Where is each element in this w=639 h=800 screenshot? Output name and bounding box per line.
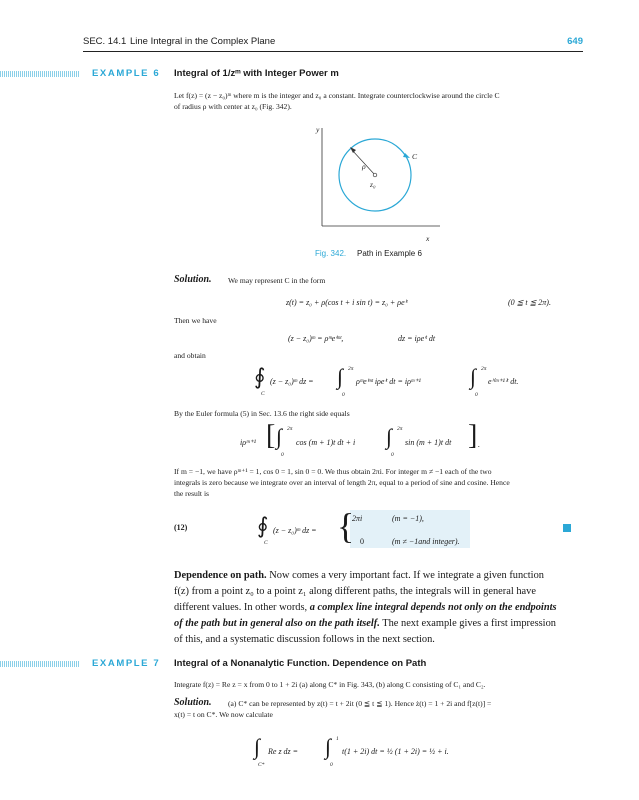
eq12-contour-sign: ∮ (257, 513, 269, 538)
eq-power: (z − z₀)ᵐ = ρᵐeⁱᵐᵗ, (288, 334, 344, 343)
euler-int2-upper: 2π (397, 426, 403, 432)
int1-lower: 0 (342, 392, 345, 398)
dependence-line4-plain: The next example gives a first impression (382, 618, 556, 629)
example6-solution-label: Solution. (174, 274, 212, 285)
final-int2-lower: 0 (330, 762, 333, 768)
right-bracket: ] (468, 420, 478, 451)
page-number: 649 (567, 36, 583, 47)
eq-integral-rhs: eⁱ⁽ᵐ⁺¹⁾ᵗ dt. (488, 377, 519, 386)
eq12-case2-value: 0 (360, 537, 364, 546)
eq-euler-part1: cos (m + 1)t dt + i (296, 438, 356, 447)
integral-sign-1: ∫ (337, 364, 344, 389)
header-section: SEC. 14.1 (83, 36, 127, 47)
euler-text: By the Euler formula (5) in Sec. 13.6 the right side equals (174, 409, 350, 418)
dependence-line3-emph: a complex line integral depends not only on the endpoints (309, 602, 557, 613)
final-eq-lhs: Re z dz = (268, 747, 299, 756)
example6-label: EXAMPLE 6 (92, 68, 161, 79)
example7-solution-label: Solution. (174, 697, 212, 708)
fig-caption-text: Path in Example 6 (357, 249, 422, 258)
eq-euler-prefix: iρᵐ⁺¹ (240, 438, 257, 447)
example6-statement-line2: of radius ρ with center at z₀ (Fig. 342). (174, 102, 292, 111)
then-we-have: Then we have (174, 316, 217, 325)
center-point (373, 173, 377, 177)
eq12-contour-sub: C (264, 540, 268, 546)
euler-int2-lower: 0 (391, 452, 394, 458)
integral-sign-2: ∫ (470, 364, 477, 389)
euler-integral-sign-2: ∫ (386, 424, 393, 449)
header-title: Line Integral in the Complex Plane (130, 36, 276, 47)
eq12-case1-cond: (m = −1), (392, 514, 424, 523)
and-obtain: and obtain (174, 351, 206, 360)
example7-solution-line2: x(t) = t on C*. We now calculate (174, 710, 273, 719)
fig-z0-label: z₀ (370, 180, 376, 189)
eq12-number: (12) (174, 523, 188, 532)
example6-solution-intro: We may represent C in the form (228, 276, 326, 285)
example7-statement: Integrate f(z) = Re z = x from 0 to 1 + 2i (a) along C* in Fig. 343, (b) along C consisting of C₁ and C₂. (174, 680, 486, 689)
example6-title: Integral of 1/zᵐ with Integer Power m (174, 68, 339, 79)
contour-integral-sign: ∮ (254, 364, 266, 389)
left-bracket: [ (266, 420, 276, 451)
int2-upper: 2π (481, 366, 487, 372)
eq12-case1-value: 2πi (352, 514, 363, 523)
fig-rho-label: ρ (362, 162, 366, 171)
dependence-line3 (174, 600, 557, 616)
fig-caption-number: Fig. 342. (315, 249, 347, 258)
header-rule (83, 51, 583, 52)
euler-int1-upper: 2π (287, 426, 293, 432)
eq12-lhs: (z − z₀)ᵐ dz = (273, 526, 317, 535)
example-marker-dots (0, 71, 80, 77)
fig-c-label: C (412, 152, 418, 161)
int1-upper: 2π (348, 366, 354, 372)
dependence-line1: Now comes a very important fact. If we integrate a given function (269, 570, 544, 581)
final-eq-rhs: t(1 + 2i) dt = ½ (1 + 2i) = ½ + i. (342, 747, 449, 756)
final-int2-upper: 1 (336, 736, 339, 742)
dependence-line3-plain: different values. In other words, (174, 602, 308, 613)
example6-statement-line1: Let f(z) = (z − z₀)ᵐ where m is the integer and z₀ a constant. Integrate counterclockwise around the circle C (174, 91, 500, 100)
final-integral-sign-2: ∫ (325, 734, 332, 759)
euler-integral-sign-1: ∫ (276, 424, 283, 449)
result-para-line1: If m = −1, we have ρᵐ⁺¹ = 1, cos 0 = 1, sin 0 = 0. We thus obtain 2πi. For integer m ≠ −1 each of the two (174, 467, 492, 476)
result-para-line2: integrals is zero because we integrate over an interval of length 2π, equal to a period of sine and cosine. Hence (174, 478, 510, 487)
dependence-heading: Dependence on path. (174, 570, 267, 581)
fig-x-label: x (426, 234, 430, 243)
dependence-line5: of this, and a systematic discussion follows in the next section. (174, 634, 435, 645)
example7-solution-line1: (a) C* can be represented by z(t) = t + 2it (0 ≦ t ≦ 1). Hence ż(t) = 1 + 2i and f[z(t)] = (228, 699, 492, 708)
eq-param-range: (0 ≦ t ≦ 2π). (508, 298, 551, 307)
radius-arrowhead (350, 147, 356, 153)
fig-y-label: y (316, 125, 320, 134)
euler-period: . (478, 440, 480, 449)
eq-param: z(t) = z₀ + ρ(cos t + i sin t) = z₀ + ρeⁱᵗ (286, 298, 408, 307)
dependence-line4-emph: of the path but in general also on the path itself. (174, 618, 380, 629)
qed-square (563, 524, 571, 532)
eq-dz: dz = iρeⁱᵗ dt (398, 334, 436, 343)
dependence-line4 (174, 616, 556, 632)
example7-title: Integral of a Nonanalytic Function. Dependence on Path (174, 658, 427, 669)
final-int1-sub: C* (258, 762, 265, 768)
euler-int1-lower: 0 (281, 452, 284, 458)
contour-sub: C (261, 391, 265, 397)
eq12-case2-cond: (m ≠ −1and integer). (392, 537, 460, 546)
eq-euler-part2: sin (m + 1)t dt (405, 438, 452, 447)
example7-marker-dots (0, 661, 80, 667)
example7-label: EXAMPLE 7 (92, 658, 161, 669)
dependence-line2: f(z) from a point z₀ to a point z₁ along different paths, the integrals will in general have (174, 586, 536, 597)
eq12-brace: { (337, 506, 355, 546)
eq-integral-mid: ρᵐeⁱᵐᵗ iρeⁱᵗ dt = iρᵐ⁺¹ (356, 377, 421, 386)
result-para-line3: the result is (174, 489, 210, 498)
int2-lower: 0 (475, 392, 478, 398)
final-integral-sign-1: ∫ (254, 734, 261, 759)
dependence-paragraph (174, 568, 594, 584)
eq-integral-lhs: (z − z₀)ᵐ dz = (270, 377, 314, 386)
